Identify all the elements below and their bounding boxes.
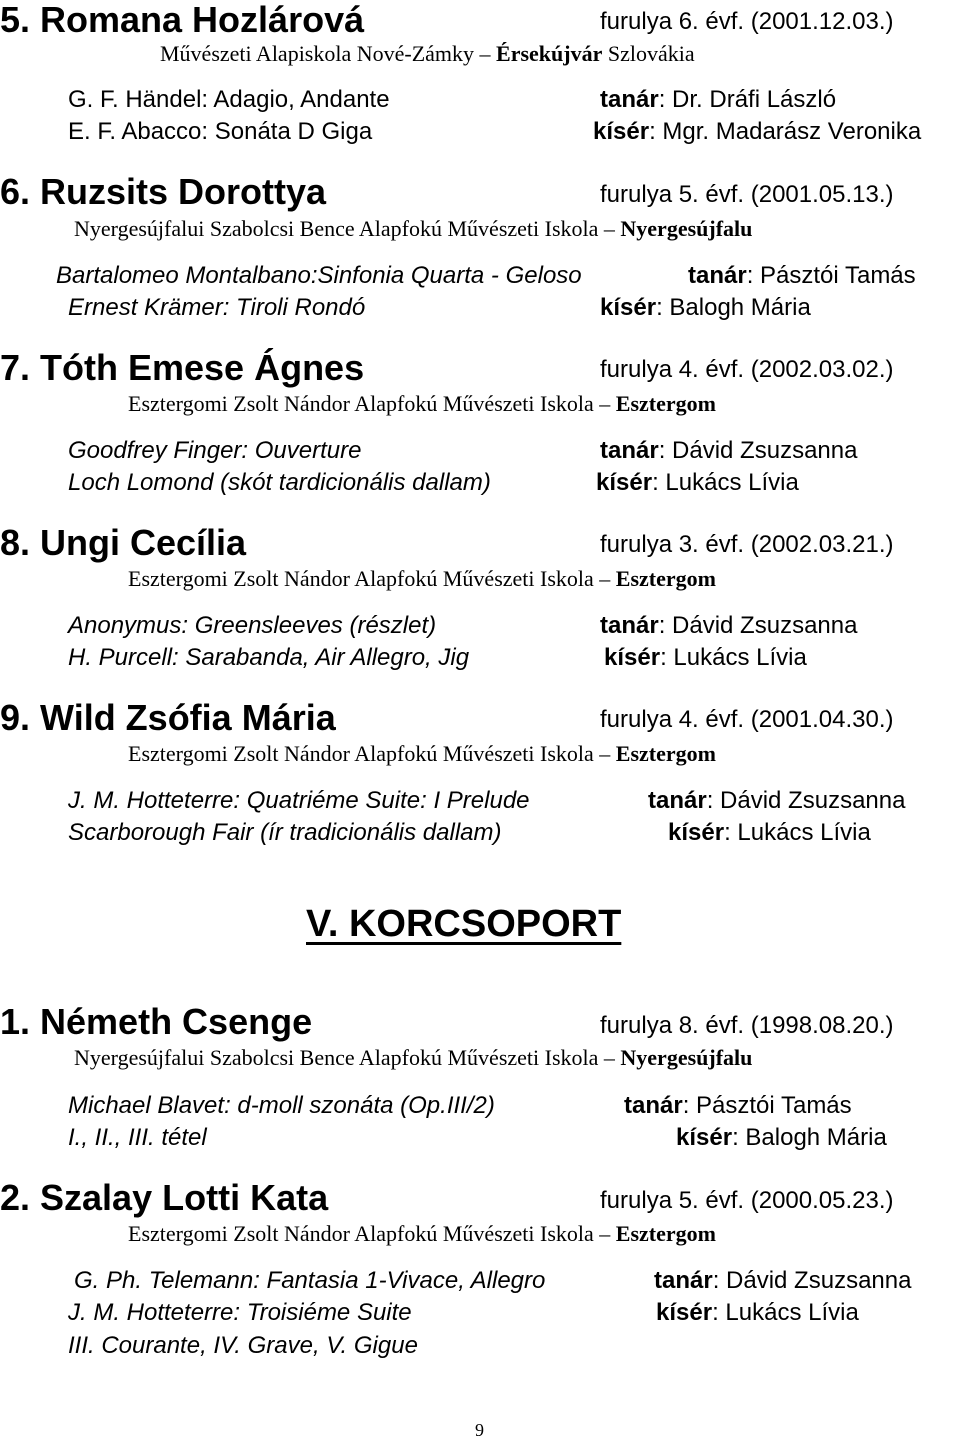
piece-item: J. M. Hotteterre: Quatriéme Suite: I Prelude [68, 787, 530, 814]
piece-item: Goodfrey Finger: Ouverture [68, 437, 362, 464]
performer-info: furulya 6. évf. (2001.12.03.) [600, 8, 894, 35]
school-line: Esztergomi Zsolt Nándor Alapfokú Művészeti Iskola – Esztergom [128, 741, 716, 766]
performer-info: furulya 3. évf. (2002.03.21.) [600, 531, 894, 558]
page-number: 9 [475, 1420, 484, 1440]
performer-name: 2. Szalay Lotti Kata [0, 1177, 329, 1218]
piece-item: III. Courante, IV. Grave, V. Gigue [68, 1332, 418, 1359]
piece-item: I., II., III. tétel [68, 1124, 207, 1151]
performer-name: 1. Németh Csenge [0, 1001, 313, 1042]
piece-item: H. Purcell: Sarabanda, Air Allegro, Jig [68, 644, 470, 671]
accompanist-line: kísér: Lukács Lívia [668, 819, 871, 846]
teacher-line: tanár: Pásztói Tamás [624, 1092, 852, 1119]
performer-name: 9. Wild Zsófia Mária [0, 697, 336, 738]
school-line: Esztergomi Zsolt Nándor Alapfokú Művészeti Iskola – Esztergom [128, 566, 716, 591]
accompanist-line: kísér: Mgr. Madarász Veronika [593, 118, 922, 145]
performer-name: 5. Romana Hozlárová [0, 0, 365, 40]
piece-item: Scarborough Fair (ír tradicionális dallam) [68, 819, 502, 846]
accompanist-line: kísér: Lukács Lívia [604, 644, 807, 671]
piece-item: G. F. Händel: Adagio, Andante [68, 86, 390, 113]
teacher-line: tanár: Dávid Zsuzsanna [600, 437, 858, 464]
piece-item: Anonymus: Greensleeves (részlet) [68, 612, 437, 639]
accompanist-line: kísér: Balogh Mária [676, 1124, 887, 1151]
performer-info: furulya 8. évf. (1998.08.20.) [600, 1012, 894, 1039]
teacher-line: tanár: Dávid Zsuzsanna [654, 1267, 912, 1294]
performer-name: 8. Ungi Cecília [0, 522, 247, 563]
piece-item: J. M. Hotteterre: Troisiéme Suite [68, 1299, 412, 1326]
performer-info: furulya 5. évf. (2001.05.13.) [600, 181, 894, 208]
school-line: Esztergomi Zsolt Nándor Alapfokú Művészeti Iskola – Esztergom [128, 391, 716, 416]
school-line: Nyergesújfalui Szabolcsi Bence Alapfokú Művészeti Iskola – Nyergesújfalu [74, 216, 753, 241]
piece-item: Loch Lomond (skót tardicionális dallam) [68, 469, 491, 496]
performer-name: 7. Tóth Emese Ágnes [0, 347, 365, 388]
teacher-line: tanár: Dr. Dráfi László [600, 86, 837, 113]
school-line: Esztergomi Zsolt Nándor Alapfokú Művészeti Iskola – Esztergom [128, 1221, 716, 1246]
school-line: Művészeti Alapiskola Nové-Zámky – Érsekújvár Szlovákia [160, 41, 695, 66]
accompanist-line: kísér: Lukács Lívia [656, 1299, 859, 1326]
school-line: Nyergesújfalui Szabolcsi Bence Alapfokú Művészeti Iskola – Nyergesújfalu [74, 1045, 753, 1070]
piece-item: Ernest Krämer: Tiroli Rondó [68, 294, 366, 321]
teacher-line: tanár: Pásztói Tamás [688, 262, 916, 289]
piece-item: Michael Blavet: d-moll szonáta (Op.III/2) [68, 1092, 495, 1119]
performer-name: 6. Ruzsits Dorottya [0, 171, 327, 212]
teacher-line: tanár: Dávid Zsuzsanna [648, 787, 906, 814]
performer-info: furulya 4. évf. (2001.04.30.) [600, 706, 894, 733]
piece-item: E. F. Abacco: Sonáta D Giga [68, 118, 373, 145]
accompanist-line: kísér: Lukács Lívia [596, 469, 799, 496]
piece-item: G. Ph. Telemann: Fantasia 1-Vivace, Allegro [74, 1267, 546, 1294]
teacher-line: tanár: Dávid Zsuzsanna [600, 612, 858, 639]
accompanist-line: kísér: Balogh Mária [600, 294, 811, 321]
performer-info: furulya 5. évf. (2000.05.23.) [600, 1187, 894, 1214]
piece-item: Bartalomeo Montalbano:Sinfonia Quarta - Geloso [56, 262, 582, 289]
section-heading: V. KORCSOPORT [306, 903, 622, 945]
performer-info: furulya 4. évf. (2002.03.02.) [600, 356, 894, 383]
